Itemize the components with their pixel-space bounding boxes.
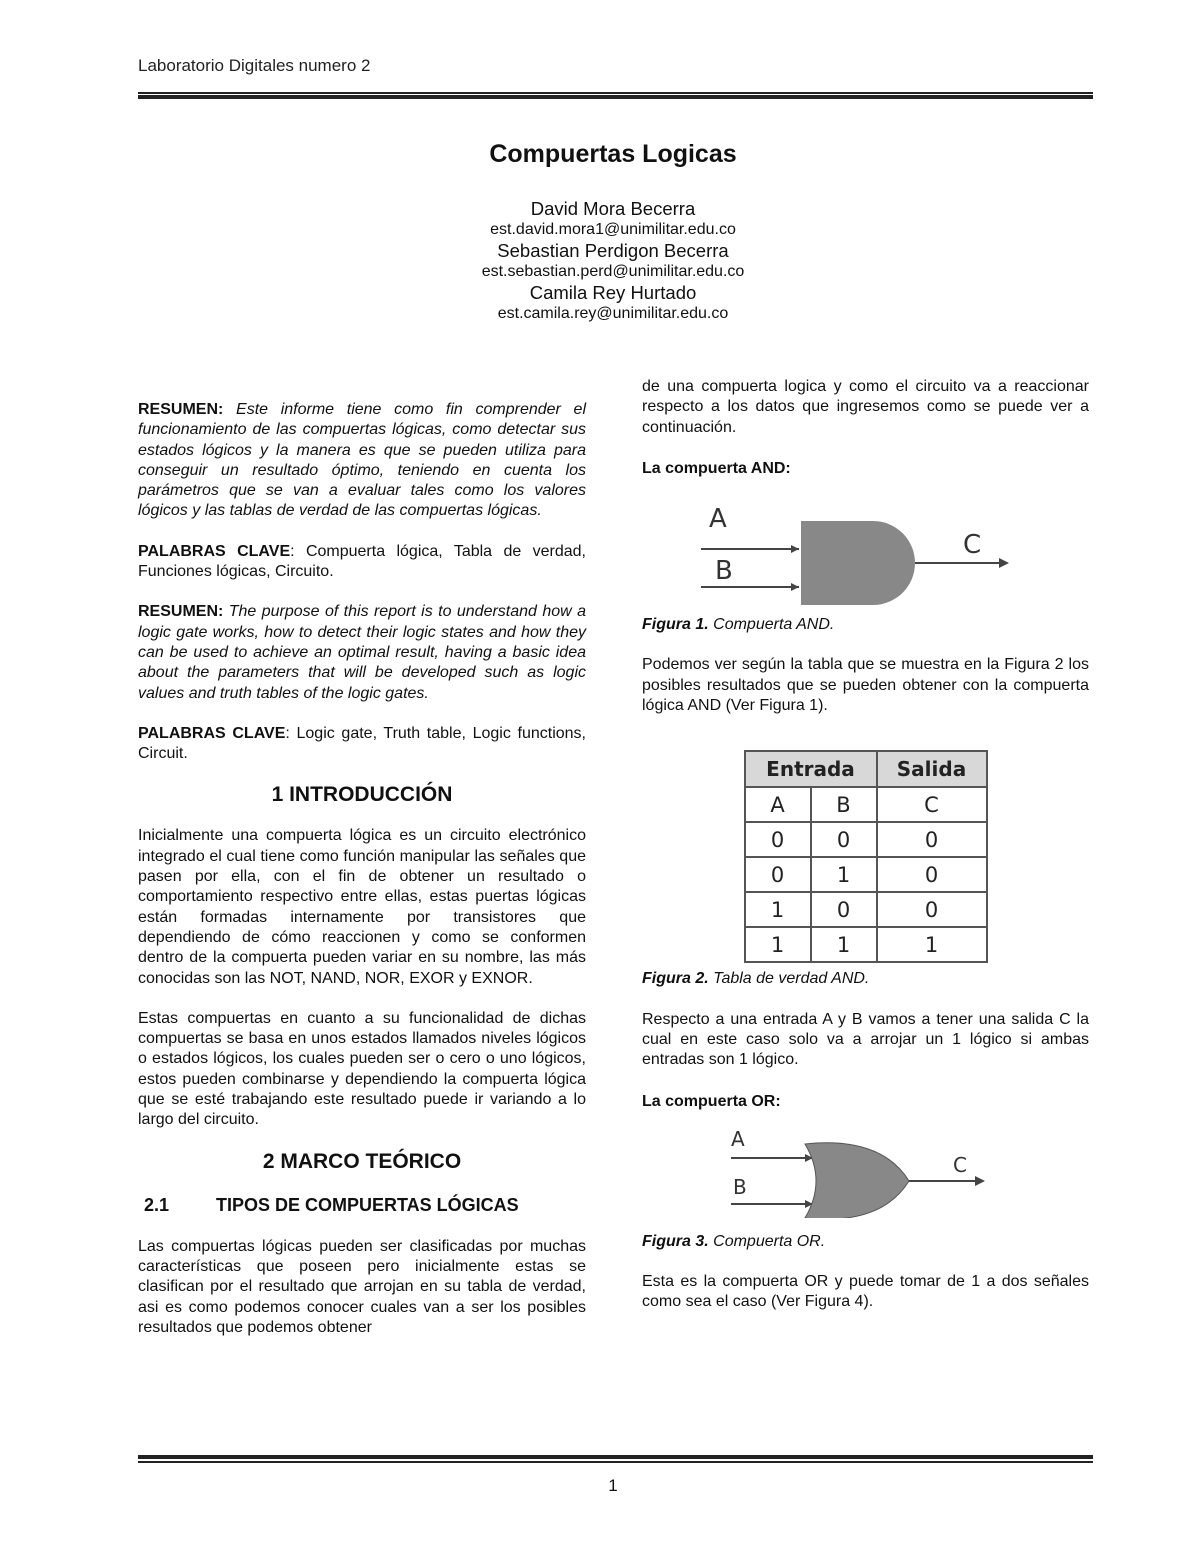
and-gate-figure — [701, 499, 1031, 609]
author-name: David Mora Becerra — [530, 198, 696, 219]
section-2-title: 2 MARCO TEÓRICO — [262, 1149, 462, 1173]
header-rule-thick — [138, 95, 1093, 99]
truth-table-header-row — [745, 751, 987, 787]
abstract-es-text: Este informe tiene como fin comprender el funcionamiento de las compuertas lógicas, como detectar sus estados lógicos y la manera es que se pueden utiliza para conseguir un resultado óptimo, teniendo en cuenta los parámetros que se van a evaluar tales como los valores lógicos y las tablas de verdad de las compuertas lógicas. — [138, 401, 586, 520]
running-header: Laboratorio Digitales numero 2 — [138, 56, 371, 75]
truth-table-header-output: Salida — [877, 751, 987, 787]
table-cell: 0 — [811, 822, 877, 857]
or-label-a: A — [730, 1127, 745, 1151]
figure-3-text: Compuerta OR. — [708, 1232, 826, 1250]
and-input-b-arrow — [791, 583, 799, 591]
paper-title: Compuertas Logicas — [489, 140, 737, 168]
subsection-text: TIPOS DE COMPUERTAS LÓGICAS — [216, 1194, 519, 1215]
and-gate-body — [801, 521, 915, 605]
or-output-arrow — [975, 1176, 985, 1186]
figure-2-label: Figura 2. — [642, 970, 709, 988]
table-row — [745, 927, 987, 962]
and-input-a-arrow — [791, 545, 799, 553]
keywords-es-label: PALABRAS CLAVE — [138, 542, 291, 560]
abstract-en-text: The purpose of this report is to understand how a logic gate works, how to detect their logic states and how they can be used to achieve an optimal result, having a basic idea about the parameters that will be developed such as logic values and truth tables of the logic gates. — [138, 603, 586, 702]
table-row — [745, 857, 987, 892]
subsection-number: 2.1 — [144, 1194, 170, 1215]
table-cell: 0 — [877, 857, 987, 892]
figure-3-caption — [642, 1232, 1089, 1252]
table-cell: 0 — [745, 857, 811, 892]
section-1-paragraph: Inicialmente una compuerta lógica es un circuito electrónico integrado el cual tiene como función manipular las señales que pasen por ella, con el fin de obtener un resultado o comportamiento respectivo entre ellas, estas puertas lógicas están formadas internamente por transistores que dependiendo de cómo reaccionen y como se conformen dentro de la compuerta pueden variar en su nombre, las más conocidas son las NOT, NAND, NOR, EXOR y EXNOR. — [138, 827, 586, 987]
and-output-arrow — [999, 558, 1009, 568]
figure-2-text: Tabla de verdad AND. — [708, 970, 870, 988]
author-email: est.david.mora1@unimilitar.edu.co — [490, 221, 736, 238]
figure-2-intro-paragraph: Podemos ver según la tabla que se muestra en la Figura 2 los posibles resultados que se pueden obtener con la compuerta lógica AND (Ver Figura 1). — [642, 656, 1089, 715]
table-cell: 0 — [745, 822, 811, 857]
right-column — [642, 377, 1089, 1313]
author-name: Sebastian Perdigon Becerra — [497, 240, 729, 261]
left-column — [138, 400, 586, 1338]
table-cell: 0 — [877, 892, 987, 927]
section-1-title: 1 INTRODUCCIÓN — [271, 783, 453, 807]
truth-table-col-a: A — [745, 787, 811, 822]
table-cell: 1 — [877, 927, 987, 962]
figure-1-caption — [642, 615, 1089, 635]
table-cell: 1 — [811, 857, 877, 892]
or-gate-body — [805, 1143, 909, 1218]
figure-3-label: Figura 3. — [642, 1232, 709, 1250]
or-description-paragraph: Esta es la compuerta OR y puede tomar de 1 a dos señales como sea el caso (Ver Figura 4). — [642, 1273, 1089, 1311]
truth-table-wrapper — [642, 750, 1089, 963]
and-truth-table — [744, 750, 988, 963]
keywords-en — [138, 724, 586, 765]
figure-1-label: Figura 1. — [642, 616, 709, 634]
author-block — [0, 198, 1200, 324]
and-description-paragraph: Respecto a una entrada A y B vamos a tener una salida C la cual en este caso solo va a arrojar un 1 lógico si ambas entradas son 1 lógico. — [642, 1010, 1089, 1069]
table-cell: 1 — [745, 892, 811, 927]
table-row — [745, 822, 987, 857]
or-label-c: C — [952, 1152, 967, 1177]
truth-table-header-input: Entrada — [745, 751, 877, 787]
truth-table-column-row — [745, 787, 987, 822]
or-gate-heading: La compuerta OR: — [642, 1092, 781, 1110]
page-number: 1 — [608, 1476, 618, 1495]
truth-table-col-b: B — [811, 787, 877, 822]
abstract-en-label: RESUMEN: — [138, 603, 224, 621]
table-cell: 0 — [811, 892, 877, 927]
footer-rule-thin — [138, 1461, 1093, 1463]
author-email: est.camila.rey@unimilitar.edu.co — [497, 305, 729, 322]
keywords-en-label: PALABRAS CLAVE — [138, 724, 286, 742]
author-name: Camila Rey Hurtado — [529, 282, 697, 303]
table-row — [745, 892, 987, 927]
truth-table-col-c: C — [877, 787, 987, 822]
or-gate-figure — [731, 1128, 1001, 1218]
footer-rule-thick — [138, 1455, 1093, 1459]
and-label-c: C — [962, 530, 981, 561]
subsection-2-1-title — [138, 1193, 586, 1217]
table-cell: 1 — [811, 927, 877, 962]
abstract-en — [138, 602, 586, 703]
keywords-en-text: : Logic gate, Truth table, Logic functions, Circuit. — [138, 724, 586, 763]
author-email: est.sebastian.perd@unimilitar.edu.co — [481, 263, 745, 280]
abstract-es-label: RESUMEN: — [138, 401, 224, 418]
section-1-paragraph: Estas compuertas en cuanto a su funcionalidad de dichas compuertas se basa en unos estados llamados niveles lógicos o estados lógicos, los cuales pueden ser o cero o uno lógicos, estos pueden combinarse y dependiendo la compuerta lógica que se esté trabajando este resultado puede ir variando a lo largo del circuito. — [138, 1009, 586, 1129]
or-label-b: B — [732, 1174, 747, 1199]
table-cell: 1 — [745, 927, 811, 962]
header-rule-thin — [138, 92, 1093, 94]
continuation-paragraph: de una compuerta logica y como el circuito va a reaccionar respecto a los datos que ingresemos como se puede ver a continuación. — [642, 378, 1089, 436]
and-label-b: B — [714, 556, 733, 587]
and-label-a: A — [708, 504, 727, 535]
keywords-es — [138, 542, 586, 583]
figure-2-caption — [642, 969, 1089, 989]
section-2-paragraph: Las compuertas lógicas pueden ser clasificadas por muchas características que poseen pero inicialmente estas se clasifican por el resultado que arrojan en su tabla de verdad, asi es como podemos conocer cuales van a ser los posibles resultados que podemos obtener — [138, 1237, 586, 1336]
figure-1-text: Compuerta AND. — [708, 616, 835, 634]
and-gate-heading: La compuerta AND: — [642, 459, 791, 477]
keywords-es-text: : Compuerta lógica, Tabla de verdad, Funciones lógicas, Circuito. — [138, 542, 586, 581]
abstract-es — [138, 400, 586, 522]
table-cell: 0 — [877, 822, 987, 857]
